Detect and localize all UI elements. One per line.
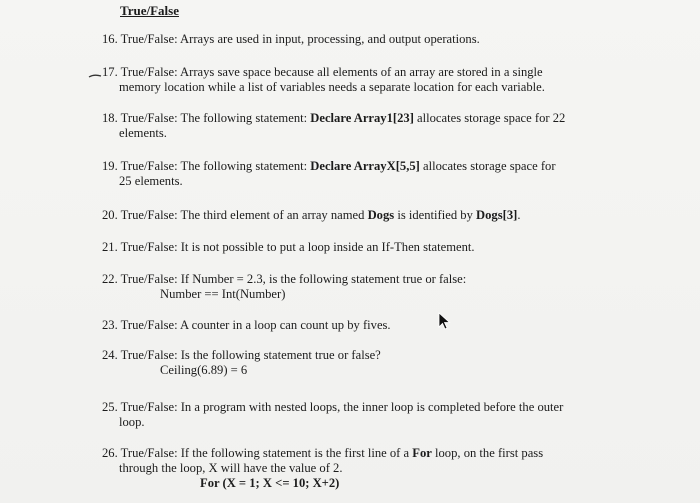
- question-26: [102, 446, 632, 491]
- code-statement: Ceiling(6.89) = 6: [160, 363, 248, 377]
- question-number: 23.: [102, 318, 118, 332]
- code-term: Dogs: [367, 208, 395, 222]
- punctuation: .: [517, 208, 521, 222]
- question-24: [102, 348, 632, 378]
- question-text: True/False: If the following statement is the first line of a: [120, 446, 413, 460]
- question-number: 20.: [102, 208, 118, 222]
- question-16: [102, 32, 632, 47]
- question-text-continued: through the loop, X will have the value of 2.: [119, 461, 343, 475]
- section-title: True/False: [120, 3, 179, 18]
- mouse-cursor-icon: [438, 312, 452, 332]
- code-term: Declare Array1[23]: [310, 111, 414, 125]
- question-text-continued: elements.: [119, 126, 167, 140]
- question-17: [102, 65, 632, 95]
- question-text: True/False: The third element of an array named: [120, 208, 368, 222]
- question-number: 16.: [102, 32, 118, 46]
- code-term: Dogs[3]: [476, 208, 518, 222]
- pen-mark-icon: [88, 73, 102, 79]
- question-text: allocates storage space for 22: [413, 111, 566, 125]
- question-number: 18.: [102, 111, 118, 125]
- question-text-continued: loop.: [119, 415, 145, 429]
- question-text: True/False: Arrays save space because all elements of an array are stored in a single: [120, 65, 543, 79]
- question-text: is identified by: [394, 208, 477, 222]
- question-text: True/False: Is the following statement true or false?: [120, 348, 381, 362]
- code-term: Declare ArrayX[5,5]: [310, 159, 420, 173]
- question-number: 22.: [102, 272, 118, 286]
- question-21: [102, 240, 632, 255]
- question-18: [102, 111, 632, 141]
- question-text: True/False: The following statement:: [120, 159, 311, 173]
- question-number: 24.: [102, 348, 118, 362]
- question-number: 17.: [102, 65, 118, 79]
- question-23: [102, 318, 632, 333]
- question-number: 21.: [102, 240, 118, 254]
- question-number: 19.: [102, 159, 118, 173]
- question-text-continued: 25 elements.: [119, 174, 183, 188]
- question-20: [102, 208, 632, 223]
- question-number: 26.: [102, 446, 118, 460]
- question-text: allocates storage space for: [419, 159, 556, 173]
- question-text: True/False: In a program with nested loops, the inner loop is completed before the outer: [120, 400, 564, 414]
- question-text: True/False: Arrays are used in input, processing, and output operations.: [120, 32, 480, 46]
- question-text: True/False: If Number = 2.3, is the following statement true or false:: [120, 272, 467, 286]
- question-text-continued: memory location while a list of variables needs a separate location for each variable.: [119, 80, 545, 94]
- question-text: loop, on the first pass: [431, 446, 544, 460]
- question-text: True/False: It is not possible to put a loop inside an If-Then statement.: [120, 240, 475, 254]
- code-statement: Number == Int(Number): [160, 287, 286, 301]
- question-25: [102, 400, 632, 430]
- question-text: True/False: A counter in a loop can count up by fives.: [120, 318, 391, 332]
- question-22: [102, 272, 632, 302]
- code-term: For: [412, 446, 432, 460]
- question-text: True/False: The following statement:: [120, 111, 311, 125]
- code-statement: For (X = 1; X <= 10; X+2): [200, 476, 340, 490]
- question-19: [102, 159, 632, 189]
- question-number: 25.: [102, 400, 118, 414]
